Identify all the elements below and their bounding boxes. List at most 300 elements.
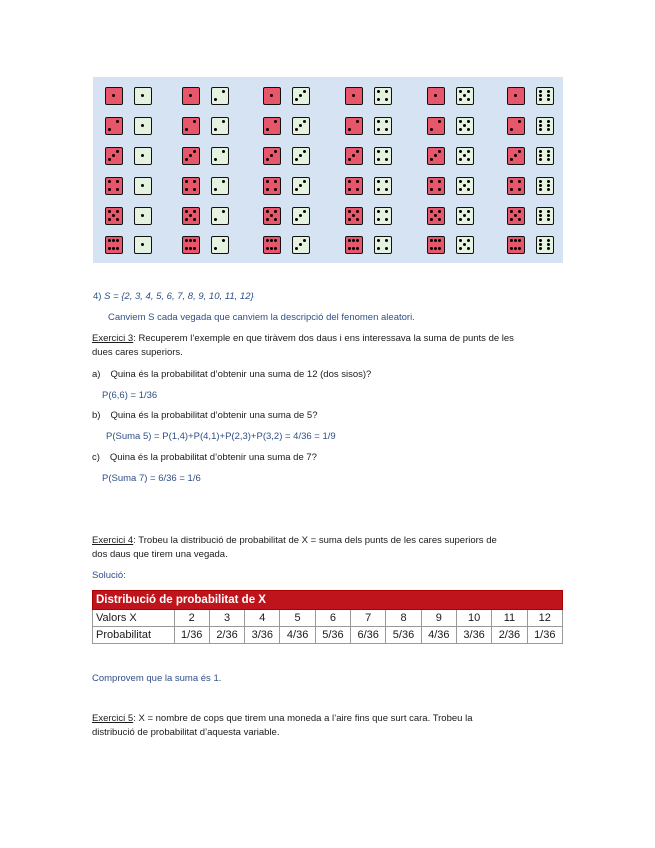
value-cell: 4	[245, 610, 280, 627]
pip	[274, 120, 277, 123]
exercici-5-intro-line2: distribució de probabilitat d’aquesta variable.	[92, 727, 280, 738]
pip	[434, 214, 437, 217]
pip	[385, 98, 388, 101]
sample-space-note: Canviem S cada vegada que canviem la descripció del fenomen aleatori.	[108, 312, 415, 323]
pip	[266, 188, 269, 191]
pip	[510, 247, 513, 250]
pip	[348, 218, 351, 221]
pip	[295, 218, 298, 221]
value-cell: 9	[421, 610, 456, 627]
pip	[189, 239, 192, 242]
probability-cell: 4/36	[421, 627, 456, 644]
pip	[547, 124, 550, 127]
green-die	[456, 147, 474, 165]
green-die	[292, 87, 310, 105]
red-die	[345, 207, 363, 225]
pip	[274, 210, 277, 213]
pip	[459, 218, 462, 221]
pip	[266, 239, 269, 242]
red-die	[182, 177, 200, 195]
item-4	[93, 291, 254, 303]
probability-cell: 6/36	[351, 627, 386, 644]
pip	[539, 94, 542, 97]
green-die	[536, 117, 554, 135]
pip	[270, 214, 273, 217]
green-die	[134, 207, 152, 225]
pip	[385, 150, 388, 153]
pip	[430, 210, 433, 213]
pip	[547, 98, 550, 101]
pip	[434, 247, 437, 250]
pip	[189, 94, 192, 97]
pip	[438, 120, 441, 123]
pip	[385, 180, 388, 183]
pip	[434, 94, 437, 97]
pip	[438, 210, 441, 213]
pip	[463, 214, 466, 217]
solucio-label: Solució:	[92, 570, 126, 581]
pip	[352, 247, 355, 250]
red-die	[105, 177, 123, 195]
pip	[430, 180, 433, 183]
pip	[518, 239, 521, 242]
red-die	[507, 147, 525, 165]
pip	[108, 210, 111, 213]
value-cell: 5	[280, 610, 315, 627]
green-die	[374, 177, 392, 195]
pip	[108, 247, 111, 250]
pip	[377, 98, 380, 101]
exercici-4-intro-line2: dos daus que tirem una vegada.	[92, 549, 228, 560]
red-die	[105, 236, 123, 254]
red-die	[182, 236, 200, 254]
pip	[185, 128, 188, 131]
pip	[185, 218, 188, 221]
pip	[377, 218, 380, 221]
pip	[547, 90, 550, 93]
pip	[356, 120, 359, 123]
answer-c: P(Suma 7) = 6/36 = 1/6	[102, 473, 201, 484]
pip	[518, 218, 521, 221]
pip	[356, 239, 359, 242]
red-die	[507, 236, 525, 254]
red-die	[427, 147, 445, 165]
pip	[222, 180, 225, 183]
pip	[539, 184, 542, 187]
question-a-label: a)	[92, 369, 101, 380]
pip	[438, 188, 441, 191]
pip	[348, 128, 351, 131]
pip	[270, 247, 273, 250]
exercici-3-intro: : Recuperem l’exemple en que tiràvem dos daus i ens interessava la suma de punts de les	[133, 333, 514, 344]
pip	[141, 184, 144, 187]
probabilities-row	[93, 627, 563, 644]
question-a-text: Quina és la probabilitat d’obtenir una suma de 12 (dos sisos)?	[110, 369, 372, 380]
question-b	[92, 410, 317, 422]
pip	[116, 218, 119, 221]
pip	[270, 94, 273, 97]
pip	[547, 154, 550, 157]
pip	[185, 158, 188, 161]
pip	[222, 210, 225, 213]
pip	[214, 188, 217, 191]
pip	[112, 94, 115, 97]
pip	[377, 158, 380, 161]
pip	[214, 128, 217, 131]
pip	[467, 188, 470, 191]
red-die	[263, 236, 281, 254]
pip	[377, 210, 380, 213]
green-die	[536, 177, 554, 195]
pip	[377, 150, 380, 153]
pip	[214, 218, 217, 221]
pip	[510, 180, 513, 183]
pip	[459, 150, 462, 153]
pip	[356, 180, 359, 183]
green-die	[211, 117, 229, 135]
pip	[266, 180, 269, 183]
pip	[352, 94, 355, 97]
green-die	[374, 236, 392, 254]
green-die	[292, 207, 310, 225]
red-die	[427, 236, 445, 254]
pip	[467, 239, 470, 242]
exercici-5-intro-line1	[92, 713, 472, 725]
pip	[514, 154, 517, 157]
pip	[112, 247, 115, 250]
pip	[222, 150, 225, 153]
pip	[430, 128, 433, 131]
green-die	[374, 87, 392, 105]
red-die	[427, 87, 445, 105]
green-die	[211, 87, 229, 105]
pip	[266, 128, 269, 131]
pip	[295, 188, 298, 191]
red-die	[105, 147, 123, 165]
green-die	[134, 147, 152, 165]
pip	[141, 243, 144, 246]
pip	[108, 128, 111, 131]
distribution-table	[92, 590, 563, 644]
pip	[385, 158, 388, 161]
green-die	[456, 117, 474, 135]
pip	[467, 218, 470, 221]
pip	[352, 239, 355, 242]
pip	[438, 150, 441, 153]
pip	[547, 150, 550, 153]
question-c-text: Quina és la probabilitat d’obtenir una suma de 7?	[109, 452, 317, 463]
pip	[116, 210, 119, 213]
red-die	[427, 117, 445, 135]
pip	[547, 188, 550, 191]
pip	[539, 154, 542, 157]
red-die	[263, 177, 281, 195]
pip	[547, 218, 550, 221]
pip	[141, 154, 144, 157]
pip	[141, 94, 144, 97]
pip	[434, 239, 437, 242]
values-row-label: Valors X	[93, 610, 175, 627]
green-die	[211, 236, 229, 254]
pip	[112, 214, 115, 217]
pip	[514, 214, 517, 217]
values-row	[93, 610, 563, 627]
pip	[377, 120, 380, 123]
pip	[518, 210, 521, 213]
pip	[547, 128, 550, 131]
probability-cell: 4/36	[280, 627, 315, 644]
pip	[539, 239, 542, 242]
red-die	[182, 117, 200, 135]
green-die	[456, 177, 474, 195]
pip	[459, 158, 462, 161]
red-die	[105, 87, 123, 105]
pip	[539, 128, 542, 131]
probability-cell: 1/36	[174, 627, 209, 644]
pip	[274, 239, 277, 242]
pip	[547, 214, 550, 217]
pip	[185, 180, 188, 183]
pip	[438, 180, 441, 183]
pip	[377, 90, 380, 93]
pip	[222, 90, 225, 93]
exercici-3-intro-line2: dues cares superiors.	[92, 347, 183, 358]
question-c-label: c)	[92, 452, 100, 463]
probabilities-row-label: Probabilitat	[93, 627, 175, 644]
exercici-4-intro-line1	[92, 535, 497, 547]
red-die	[105, 207, 123, 225]
pip	[430, 218, 433, 221]
sample-space: S = {2, 3, 4, 5, 6, 7, 8, 9, 10, 11, 12}	[104, 291, 254, 302]
answer-b: P(Suma 5) = P(1,4)+P(4,1)+P(2,3)+P(3,2) = 4/36 = 1/9	[106, 431, 336, 442]
pip	[348, 188, 351, 191]
pip	[385, 210, 388, 213]
pip	[547, 120, 550, 123]
pip	[274, 247, 277, 250]
pip	[303, 210, 306, 213]
pip	[274, 218, 277, 221]
pip	[295, 128, 298, 131]
pip	[377, 180, 380, 183]
exercici-5-heading: Exercici 5	[92, 713, 134, 724]
pip	[299, 154, 302, 157]
pip	[356, 210, 359, 213]
green-die	[536, 207, 554, 225]
answer-a: P(6,6) = 1/36	[102, 390, 158, 401]
value-cell: 10	[456, 610, 491, 627]
exercici-4-heading: Exercici 4	[92, 535, 134, 546]
pip	[459, 210, 462, 213]
green-die	[134, 87, 152, 105]
pip	[266, 247, 269, 250]
pip	[547, 243, 550, 246]
pip	[303, 239, 306, 242]
pip	[385, 188, 388, 191]
question-a	[92, 369, 371, 381]
pip	[108, 158, 111, 161]
question-b-text: Quina és la probabilitat d’obtenir una suma de 5?	[110, 410, 318, 421]
pip	[270, 154, 273, 157]
pip	[467, 158, 470, 161]
pip	[518, 120, 521, 123]
red-die	[345, 87, 363, 105]
pip	[193, 150, 196, 153]
pip	[274, 188, 277, 191]
red-die	[263, 147, 281, 165]
pip	[510, 188, 513, 191]
pip	[539, 124, 542, 127]
pip	[270, 239, 273, 242]
red-die	[263, 87, 281, 105]
pip	[222, 120, 225, 123]
red-die	[263, 207, 281, 225]
pip	[377, 239, 380, 242]
probability-cell: 2/36	[492, 627, 527, 644]
value-cell: 3	[209, 610, 244, 627]
pip	[539, 180, 542, 183]
pip	[459, 239, 462, 242]
pip	[112, 239, 115, 242]
green-die	[536, 87, 554, 105]
green-die	[211, 147, 229, 165]
pip	[518, 150, 521, 153]
pip	[116, 247, 119, 250]
pip	[112, 154, 115, 157]
pip	[547, 247, 550, 250]
pip	[547, 210, 550, 213]
probability-cell: 5/36	[315, 627, 350, 644]
pip	[467, 247, 470, 250]
pip	[266, 210, 269, 213]
green-die	[292, 177, 310, 195]
pip	[463, 243, 466, 246]
pip	[518, 180, 521, 183]
red-die	[427, 207, 445, 225]
pip	[539, 150, 542, 153]
pip	[193, 218, 196, 221]
value-cell: 12	[527, 610, 562, 627]
pip	[141, 124, 144, 127]
sum-check: Comprovem que la suma és 1.	[92, 673, 222, 684]
pip	[539, 247, 542, 250]
pip	[514, 94, 517, 97]
pip	[467, 210, 470, 213]
pip	[459, 128, 462, 131]
pip	[539, 120, 542, 123]
pip	[222, 239, 225, 242]
pip	[459, 247, 462, 250]
green-die	[374, 207, 392, 225]
red-die	[263, 117, 281, 135]
pip	[459, 120, 462, 123]
exercici-3-heading: Exercici 3	[92, 333, 134, 344]
value-cell: 2	[174, 610, 209, 627]
red-die	[182, 87, 200, 105]
probability-cell: 2/36	[209, 627, 244, 644]
green-die	[374, 147, 392, 165]
pip	[467, 150, 470, 153]
pip	[266, 158, 269, 161]
pip	[385, 247, 388, 250]
pip	[303, 180, 306, 183]
pip	[356, 247, 359, 250]
red-die	[507, 117, 525, 135]
distribution-table-title: Distribució de probabilitat de X	[93, 591, 563, 610]
pip	[434, 154, 437, 157]
red-die	[427, 177, 445, 195]
question-c	[92, 452, 317, 464]
pip	[539, 218, 542, 221]
probability-cell: 1/36	[527, 627, 562, 644]
red-die	[105, 117, 123, 135]
pip	[214, 98, 217, 101]
value-cell: 6	[315, 610, 350, 627]
pip	[514, 239, 517, 242]
red-die	[507, 177, 525, 195]
pip	[430, 247, 433, 250]
pip	[547, 94, 550, 97]
probability-cell: 5/36	[386, 627, 421, 644]
pip	[185, 247, 188, 250]
pip	[514, 247, 517, 250]
pip	[189, 247, 192, 250]
pip	[116, 150, 119, 153]
pip	[303, 150, 306, 153]
pip	[539, 210, 542, 213]
pip	[303, 120, 306, 123]
pip	[459, 90, 462, 93]
pip	[348, 210, 351, 213]
green-die	[536, 147, 554, 165]
pip	[108, 239, 111, 242]
pip	[430, 188, 433, 191]
pip	[463, 184, 466, 187]
pip	[193, 239, 196, 242]
probability-cell: 3/36	[456, 627, 491, 644]
pip	[189, 214, 192, 217]
pip	[467, 90, 470, 93]
pip	[108, 180, 111, 183]
pip	[299, 124, 302, 127]
pip	[539, 90, 542, 93]
pip	[539, 188, 542, 191]
pip	[193, 120, 196, 123]
green-die	[456, 87, 474, 105]
pip	[274, 180, 277, 183]
green-die	[374, 117, 392, 135]
pip	[510, 128, 513, 131]
red-die	[345, 177, 363, 195]
pip	[438, 247, 441, 250]
pip	[539, 214, 542, 217]
pip	[303, 90, 306, 93]
exercici-3-intro-line1	[92, 333, 514, 345]
pip	[467, 98, 470, 101]
pip	[348, 247, 351, 250]
pip	[352, 214, 355, 217]
pip	[518, 247, 521, 250]
pip	[510, 239, 513, 242]
pip	[193, 188, 196, 191]
pip	[348, 158, 351, 161]
pip	[348, 239, 351, 242]
pip	[377, 247, 380, 250]
pip	[185, 239, 188, 242]
pip	[108, 218, 111, 221]
green-die	[292, 117, 310, 135]
pip	[116, 180, 119, 183]
red-die	[182, 207, 200, 225]
